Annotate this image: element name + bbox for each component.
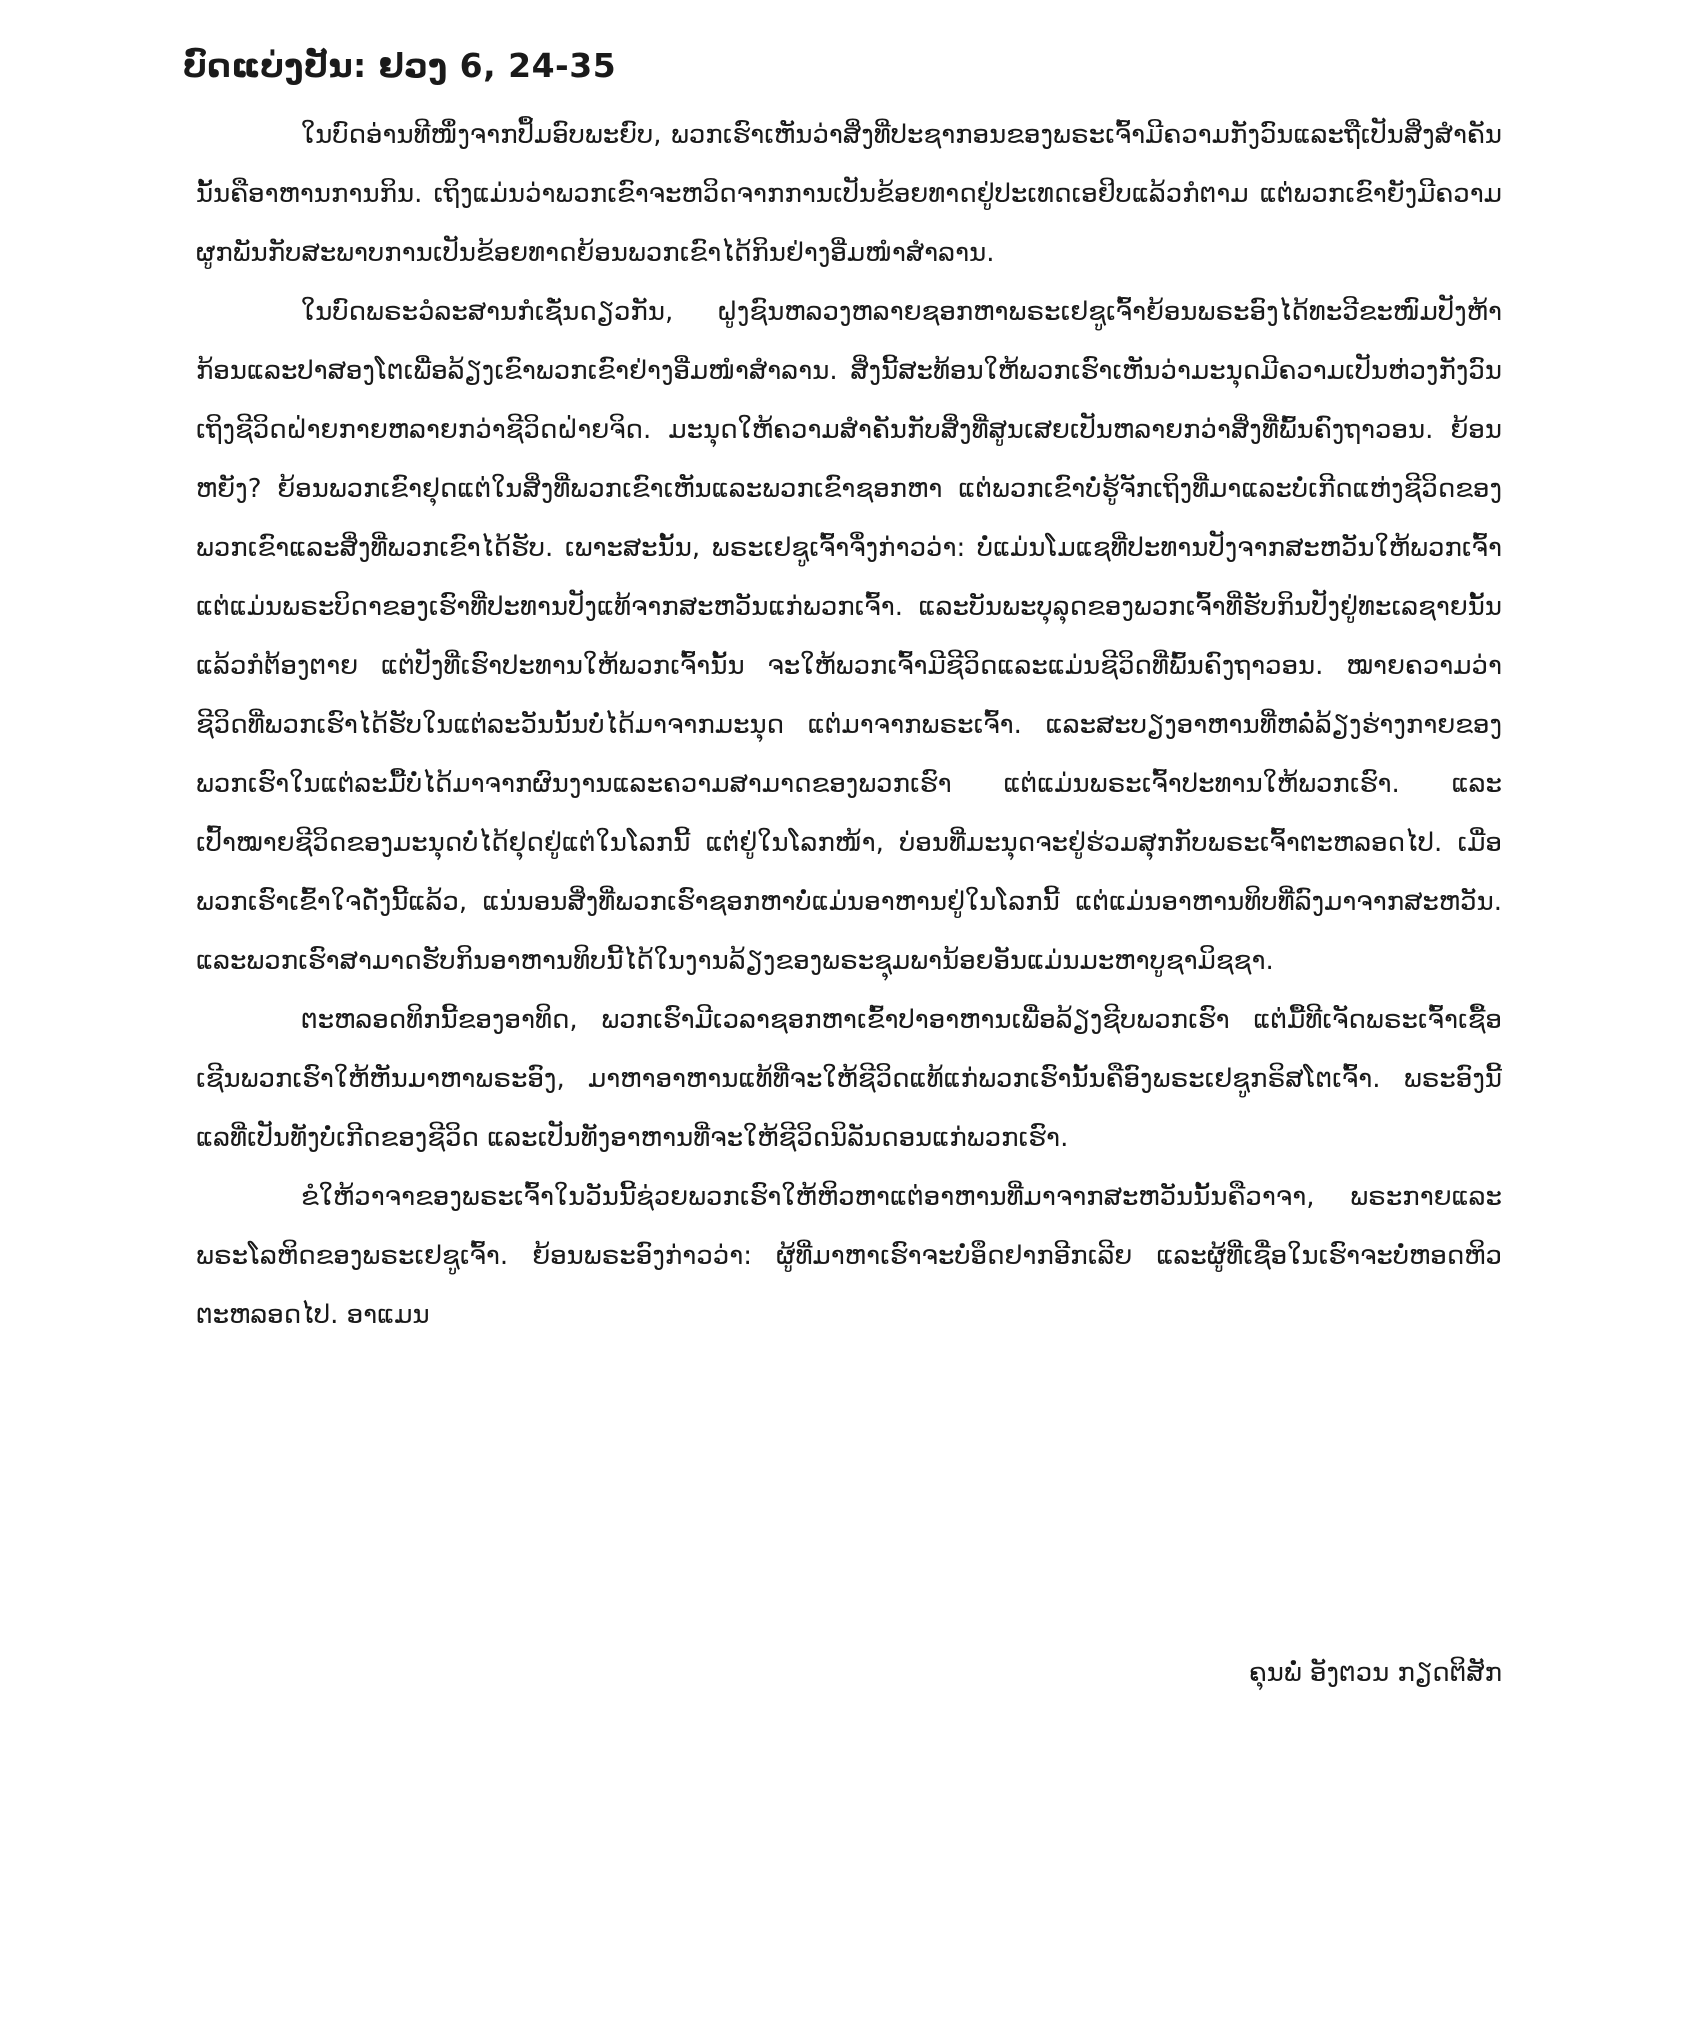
paragraph-2: ໃນບົດພຣະວໍລະສານກໍເຊັ່ນດຽວກັນ, ຝູງຊົນຫລວງຫລາຍຊອກຫາພຣະເຢຊູເຈົ້າຍ້ອນພຣະອົງໄດ້ທະວີຂະໜົມປັງຫ້າກ້ອນແລະປາສອງໂຕເພື່ອລ້ຽງເຂົາພວກເຂົາຢ່າງອີ່ມໜໍາສໍາລານ. ສິ່ງນີ້ສະທ້ອນໃຫ້ພວກເຮົາເຫັນວ່າມະນຸດມີຄວາມເປັນຫ່ວງກັງວົນເຖິງຊີວິດຝ່າຍກາຍຫລາຍກວ່າຊີວິດຝ່າຍຈິດ. ມະນຸດໃຫ້ຄວາມສໍາຄັນກັບສິ່ງທີ່ສູນເສຍເປັນຫລາຍກວ່າສິ່ງທີ່ພົ້ນຄົງຖາວອນ. ຍ້ອນຫຍັງ? ຍ້ອນພວກເຂົາຢຸດແຕ່ໃນສິ່ງທີ່ພວກເຂົາເຫັນແລະພວກເຂົາຊອກຫາ ແຕ່ພວກເຂົາບໍ່ຮູ້ຈັກເຖິງທີ່ມາແລະບໍ່ເກີດແຫ່ງຊີວິດຂອງພວກເຂົາແລະສິ່ງທີ່ພວກເຂົາໄດ້ຮັບ. ເພາະສະນັ້ນ, ພຣະເຢຊູເຈົ້າຈຶ່ງກ່າວວ່າ: ບໍ່ແມ່ນໂມແຊທີ່ປະທານປັງຈາກສະຫວັນໃຫ້ພວກເຈົ້າ ແຕ່ແມ່ນພຣະບິດາຂອງເຮົາທີ່ປະທານປັງແທ້ຈາກສະຫວັນແກ່ພວກເຈົ້າ. ແລະບັນພະບຸລຸດຂອງພວກເຈົ້າທີ່ຮັບກິນປັງຢູ່ທະເລຊາຍນັ້ນແລ້ວກໍຕ້ອງຕາຍ ແຕ່ປັງທີ່ເຮົາປະທານໃຫ້ພວກເຈົ້ານັ້ນ ຈະໃຫ້ພວກເຈົ້າມີຊີວິດແລະແມ່ນຊີວິດທີ່ພົ້ນຄົງຖາວອນ. ໝາຍຄວາມວ່າຊີວິດທີ່ພວກເຮົາໄດ້ຮັບໃນແຕ່ລະວັນນັ້ນບໍ່ໄດ້ມາຈາກມະນຸດ ແຕ່ມາຈາກພຣະເຈົ້າ. ແລະສະບຽງອາຫານທີ່ຫລໍ່ລ້ຽງຮ່າງກາຍຂອງພວກເຮົາໃນແຕ່ລະມື້ບໍ່ໄດ້ມາຈາກຜົນງານແລະຄວາມສາມາດຂອງພວກເຮົາ ແຕ່ແມ່ນພຣະເຈົ້າປະທານໃຫ້ພວກເຮົາ. ແລະເປົ້າໝາຍຊີວິດຂອງມະນຸດບໍ່ໄດ້ຢຸດຢູ່ແຕ່ໃນໂລກນີ້ ແຕ່ຢູ່ໃນໂລກໜ້າ, ບ່ອນທີ່ມະນຸດຈະຢູ່ຮ່ວມສຸກກັບພຣະເຈົ້າຕະຫລອດໄປ. ເມື່ອພວກເຮົາເຂົ້າໃຈດັ່ງນີ້ແລ້ວ, ແນ່ນອນສິ່ງທີ່ພວກເຮົາຊອກຫາບໍ່ແມ່ນອາຫານຢູ່ໃນໂລກນີ້ ແຕ່ແມ່ນອາຫານທິບທີ່ລົງມາຈາກສະຫວັນ. ແລະພວກເຮົາສາມາດຮັບກິນອາຫານທິບນີ້ໄດ້ໃນງານລ້ຽງຂອງພຣະຊຸມພານ້ອຍອັນແມ່ນມະຫາບູຊາມິຊຊາ. bbox=[196, 297, 1502, 976]
paragraph-4: ຂໍໃຫ້ວາຈາຂອງພຣະເຈົ້າໃນວັນນີ້ຊ່ວຍພວກເຮົາໃຫ້ຫິວຫາແຕ່ອາຫານທີ່ມາຈາກສະຫວັນນັ້ນຄືວາຈາ, ພຣະກາຍແລະພຣະໂລຫິດຂອງພຣະເຢຊູເຈົ້າ. ຍ້ອນພຣະອົງກ່າວວ່າ: ຜູ້ທີ່ມາຫາເຮົາຈະບໍ່ອຶດຢາກອີກເລີຍ ແລະຜູ້ທີ່ເຊື່ອໃນເຮົາຈະບໍ່ຫອດຫິວຕະຫລອດໄປ. ອາແມນ bbox=[196, 1182, 1502, 1330]
author-signature: ຄຸນພໍ່ ອັງຕວນ ກຽດຕິສັກ bbox=[1248, 1658, 1502, 1688]
document-body bbox=[196, 106, 1502, 1345]
document-heading: ບົດແບ່ງປັນ: ຢວງ 6, 24-35 bbox=[183, 46, 617, 85]
paragraph-1: ໃນບົດອ່ານທີໜຶ່ງຈາກປຶ້ມອົບພະຍົບ, ພວກເຮົາເຫັນວ່າສິ່ງທີ່ປະຊາກອນຂອງພຣະເຈົ້າມີຄວາມກັງວົນແລະຖືເປັນສິ່ງສໍາຄັນນັ້ນຄືອາຫານການກິນ. ເຖິງແມ່ນວ່າພວກເຂົາຈະຫວິດຈາກການເປັນຂ້ອຍທາດຢູ່ປະເທດເອຢິບແລ້ວກໍຕາມ ແຕ່ພວກເຂົາຍັງມີຄວາມຜູກພັນກັບສະພາບການເປັນຂ້ອຍທາດຍ້ອນພວກເຂົາໄດ້ກິນຢ່າງອີ່ມໜໍາສໍາລານ. bbox=[196, 120, 1502, 268]
paragraph-3: ຕະຫລອດທິກນີ້ຂອງອາທິດ, ພວກເຮົາມີເວລາຊອກຫາເຂົ້າປາອາຫານເພື່ອລ້ຽງຊີບພວກເຮົາ ແຕ່ມື້ທີເຈັດພຣະເຈົ້າເຊື້ອເຊີນພວກເຮົາໃຫ້ຫັນມາຫາພຣະອົງ, ມາຫາອາຫານແທ້ທີ່ຈະໃຫ້ຊີວິດແທ້ແກ່ພວກເຮົານັ້ນຄືອົງພຣະເຢຊູກຣິສໂຕເຈົ້າ. ພຣະອົງນີ້ແລທີ່ເປັນທັງບໍ່ເກີດຂອງຊີວິດ ແລະເປັນທັງອາຫານທີ່ຈະໃຫ້ຊີວິດນິລັນດອນແກ່ພວກເຮົາ. bbox=[196, 1005, 1502, 1153]
